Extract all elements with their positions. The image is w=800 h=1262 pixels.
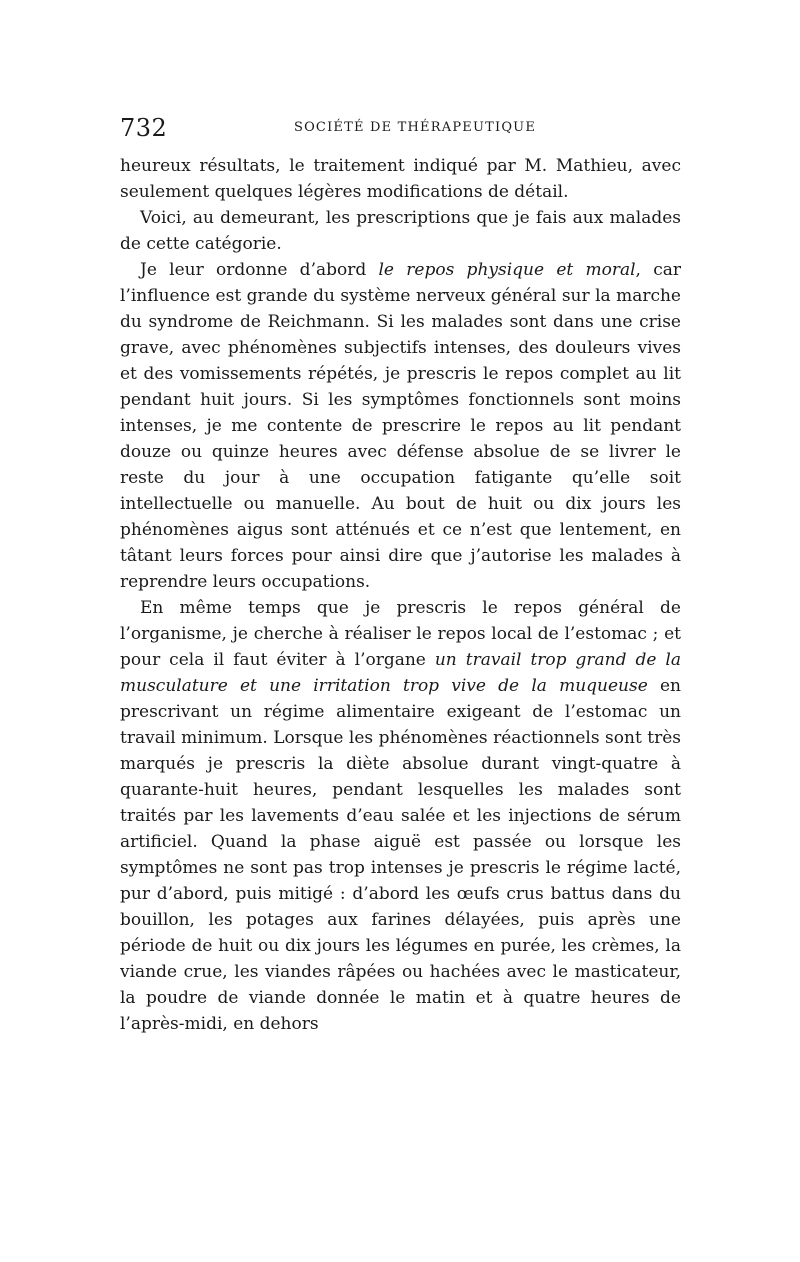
running-title: SOCIÉTÉ DE THÉRAPEUTIQUE	[293, 120, 537, 135]
page-header	[120, 113, 680, 143]
paragraph-2	[120, 205, 681, 257]
text-segment: , car l’influence est grande du système nerveux général sur la marche du syndrome de Reichmann. Si les malades sont dans une crise grave, avec phénomènes subjectifs intenses, des douleurs vives et des vomissements répétés, je prescris le repos complet au lit pendant huit jours. Si les symptômes fonctionnels sont moins intenses, je me contente de prescrire le repos au lit pendant douze ou quinze heures avec défense absolue de se livrer le reste du jour à une occupation fatigante qu’elle soit intellectuelle ou manuelle. Au bout de huit ou dix jours les phénomènes aigus sont atténués et ce n’est que lentement, en tâtant leurs forces pour ainsi dire que j’autorise les malades à reprendre leurs occupations.	[120, 260, 681, 592]
italic-phrase: un travail trop grand de la musculature et une irritation trop vive de la muqueuse	[120, 650, 681, 696]
text-segment: en prescrivant un régime alimentaire exigeant de l’estomac un travail minimum. Lorsque les phénomènes réactionnels sont très marqués je prescris la diète absolue durant vingt-quatre à quarante-huit heures, pendant lesquelles les malades sont traités par les lavements d’eau salée et les injections de sérum artificiel. Quand la phase aiguë est passée ou lorsque les symptômes ne sont pas trop intenses je prescris le régime lacté, pur d’abord, puis mitigé : d’abord les œufs crus battus dans du bouillon, les potages aux farines délayées, puis après une période de huit ou dix jours les légumes en purée, les crèmes, la viande crue, les viandes râpées ou hachées avec le masticateur, la poudre de viande donnée le matin et à quatre heures de l’après-midi, en dehors	[120, 676, 681, 1034]
paragraph-1	[120, 153, 681, 205]
paragraph-4	[120, 595, 681, 1037]
text-segment: heureux résultats, le traitement indiqué par M. Mathieu, avec seulement quelques légères modifications de détail.	[120, 156, 681, 202]
body-text	[120, 153, 681, 1037]
italic-phrase: le repos physique et moral	[378, 260, 636, 280]
text-segment: Je leur ordonne d’abord	[140, 260, 379, 280]
paragraph-3	[120, 257, 681, 595]
text-segment: En même temps que je prescris le repos général de l’organisme, je cherche à réaliser le repos local de l’estomac ; et pour cela il faut éviter à l’organe	[120, 598, 681, 670]
page-number: 732	[120, 114, 168, 142]
text-segment: Voici, au demeurant, les prescriptions que je fais aux malades de cette catégorie.	[120, 208, 681, 254]
